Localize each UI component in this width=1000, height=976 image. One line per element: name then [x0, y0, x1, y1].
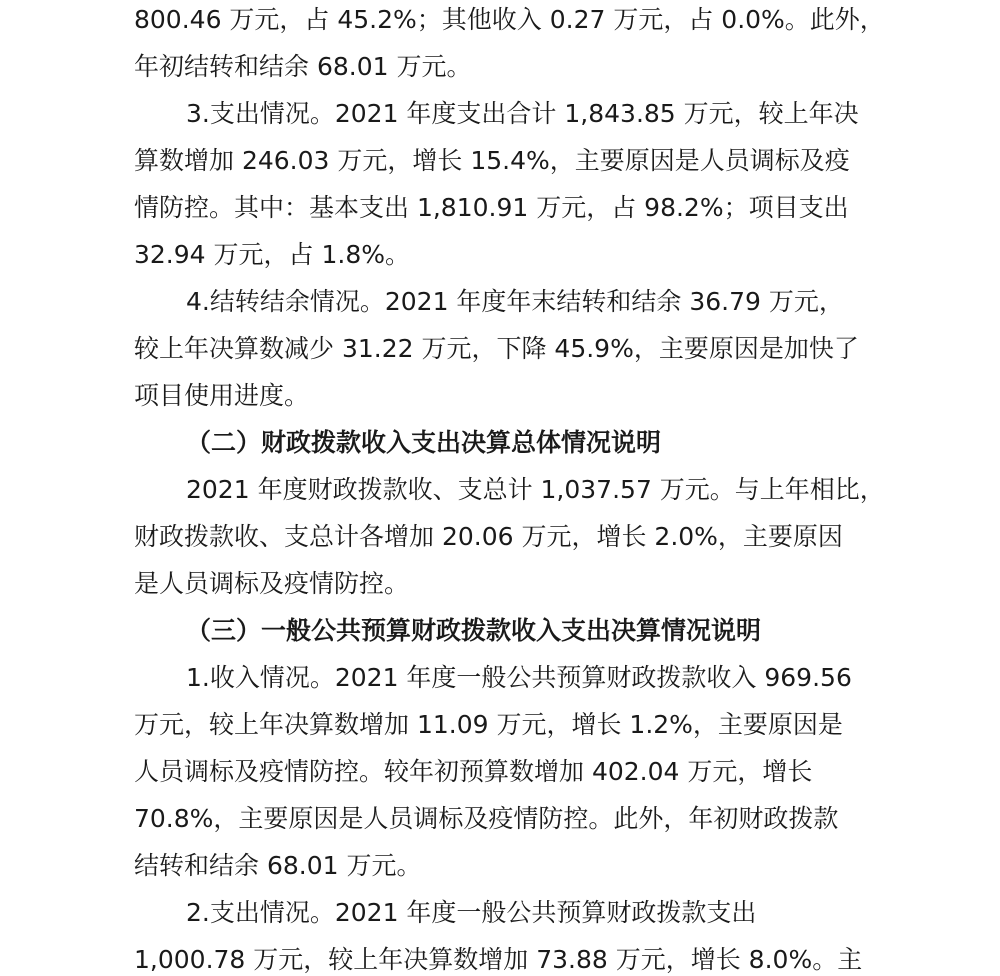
text-line-12: 财政拨款收、支总计各增加 20.06 万元，增长 2.0%，主要原因 [134, 522, 843, 551]
section-heading-3: （三）一般公共预算财政拨款收入支出决算情况说明 [186, 616, 762, 645]
text-line-8: 较上年决算数减少 31.22 万元，下降 45.9%，主要原因是加快了 [134, 334, 859, 363]
text-line-11: 2021 年度财政拨款收、支总计 1,037.57 万元。与上年相比， [186, 475, 885, 504]
text-line-2: 年初结转和结余 68.01 万元。 [134, 52, 472, 81]
section-heading-2: （二）财政拨款收入支出决算总体情况说明 [186, 428, 662, 457]
text-line-17: 人员调标及疫情防控。较年初预算数增加 402.04 万元，增长 [134, 757, 813, 786]
text-line-4: 算数增加 246.03 万元，增长 15.4%，主要原因是人员调标及疫 [134, 146, 850, 175]
text-line-15: 1.收入情况。2021 年度一般公共预算财政拨款收入 969.56 [186, 663, 852, 692]
text-line-18: 70.8%，主要原因是人员调标及疫情防控。此外，年初财政拨款 [134, 804, 839, 833]
text-line-16: 万元，较上年决算数增加 11.09 万元，增长 1.2%，主要原因是 [134, 710, 843, 739]
text-line-6: 32.94 万元，占 1.8%。 [134, 240, 410, 269]
text-line-5: 情防控。其中：基本支出 1,810.91 万元，占 98.2%；项目支出 [134, 193, 849, 222]
text-line-7: 4.结转结余情况。2021 年度年末结转和结余 36.79 万元， [186, 287, 844, 316]
text-line-21: 1,000.78 万元，较上年决算数增加 73.88 万元，增长 8.0%。主 [134, 945, 863, 974]
text-line-20: 2.支出情况。2021 年度一般公共预算财政拨款支出 [186, 898, 757, 927]
text-line-9: 项目使用进度。 [134, 381, 310, 410]
text-line-1: 800.46 万元，占 45.2%；其他收入 0.27 万元，占 0.0%。此外， [134, 5, 885, 34]
text-line-3: 3.支出情况。2021 年度支出合计 1,843.85 万元，较上年决 [186, 99, 859, 128]
text-line-19: 结转和结余 68.01 万元。 [134, 851, 422, 880]
text-line-13: 是人员调标及疫情防控。 [134, 569, 410, 598]
